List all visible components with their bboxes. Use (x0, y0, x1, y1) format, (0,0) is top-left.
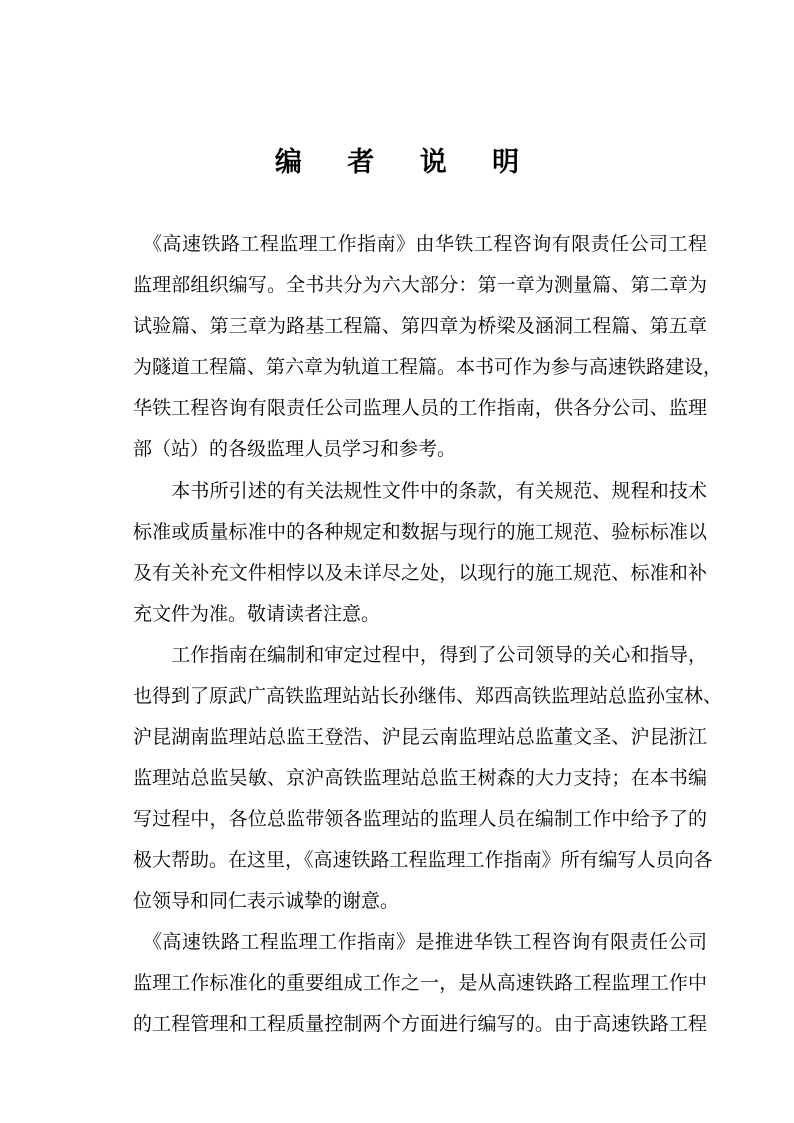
text-line: 本书所引述的有关法规性文件中的条款，有关规范、规程和技术 (133, 480, 707, 502)
paragraph-3 (133, 635, 723, 922)
text-line: 工作指南在编制和审定过程中，得到了公司领导的关心和指导， (133, 644, 707, 666)
paragraph-4 (133, 922, 707, 1045)
page-title: 编 者 说 明 (274, 147, 538, 178)
paragraph-2 (133, 471, 707, 635)
text-line: 及有关补充文件相悖以及未详尽之处，以现行的施工规范、标准和补 (133, 562, 707, 584)
text-line: 极大帮助。在这里，《高速铁路工程监理工作指南》所有编写人员向各 (133, 849, 713, 871)
text-line: 也得到了原武广高铁监理站站长孙继伟、郑西高铁监理站总监孙宝林、 (133, 685, 723, 707)
text-line: 为隧道工程篇、第六章为轨道工程篇。本书可作为参与高速铁路建设， (133, 356, 723, 378)
text-line: 标准或质量标准中的各种规定和数据与现行的施工规范、验标标准以 (133, 521, 707, 543)
text-line: 《高速铁路工程监理工作指南》是推进华铁工程咨询有限责任公司 (133, 931, 707, 953)
text-line: 监理站总监吴敏、京沪高铁监理站总监王树森的大力支持；在本书编 (133, 767, 707, 789)
paragraph-1 (133, 224, 723, 470)
text-line: 沪昆湖南监理站总监王登浩、沪昆云南监理站总监董文圣、沪昆浙江 (133, 726, 707, 748)
text-line: 华铁工程咨询有限责任公司监理人员的工作指南，供各分公司、监理 (133, 397, 707, 419)
text-line: 位领导和同仁表示诚挚的谢意。 (133, 890, 400, 912)
text-line: 充文件为准。敬请读者注意。 (133, 603, 381, 625)
text-line: 试验篇、第三章为路基工程篇、第四章为桥梁及涵洞工程篇、第五章 (133, 315, 707, 337)
text-line: 监理部组织编写。全书共分为六大部分：第一章为测量篇、第二章为 (133, 274, 707, 296)
text-line: 的工程管理和工程质量控制两个方面进行编写的。由于高速铁路工程 (133, 1013, 707, 1035)
text-line: 监理工作标准化的重要组成工作之一，是从高速铁路工程监理工作中 (133, 972, 707, 994)
text-line: 部（站）的各级监理人员学习和参考。 (133, 438, 457, 460)
text-line: 写过程中，各位总监带领各监理站的监理人员在编制工作中给予了的 (133, 808, 707, 830)
text-line: 《高速铁路工程监理工作指南》由华铁工程咨询有限责任公司工程 (133, 233, 707, 255)
